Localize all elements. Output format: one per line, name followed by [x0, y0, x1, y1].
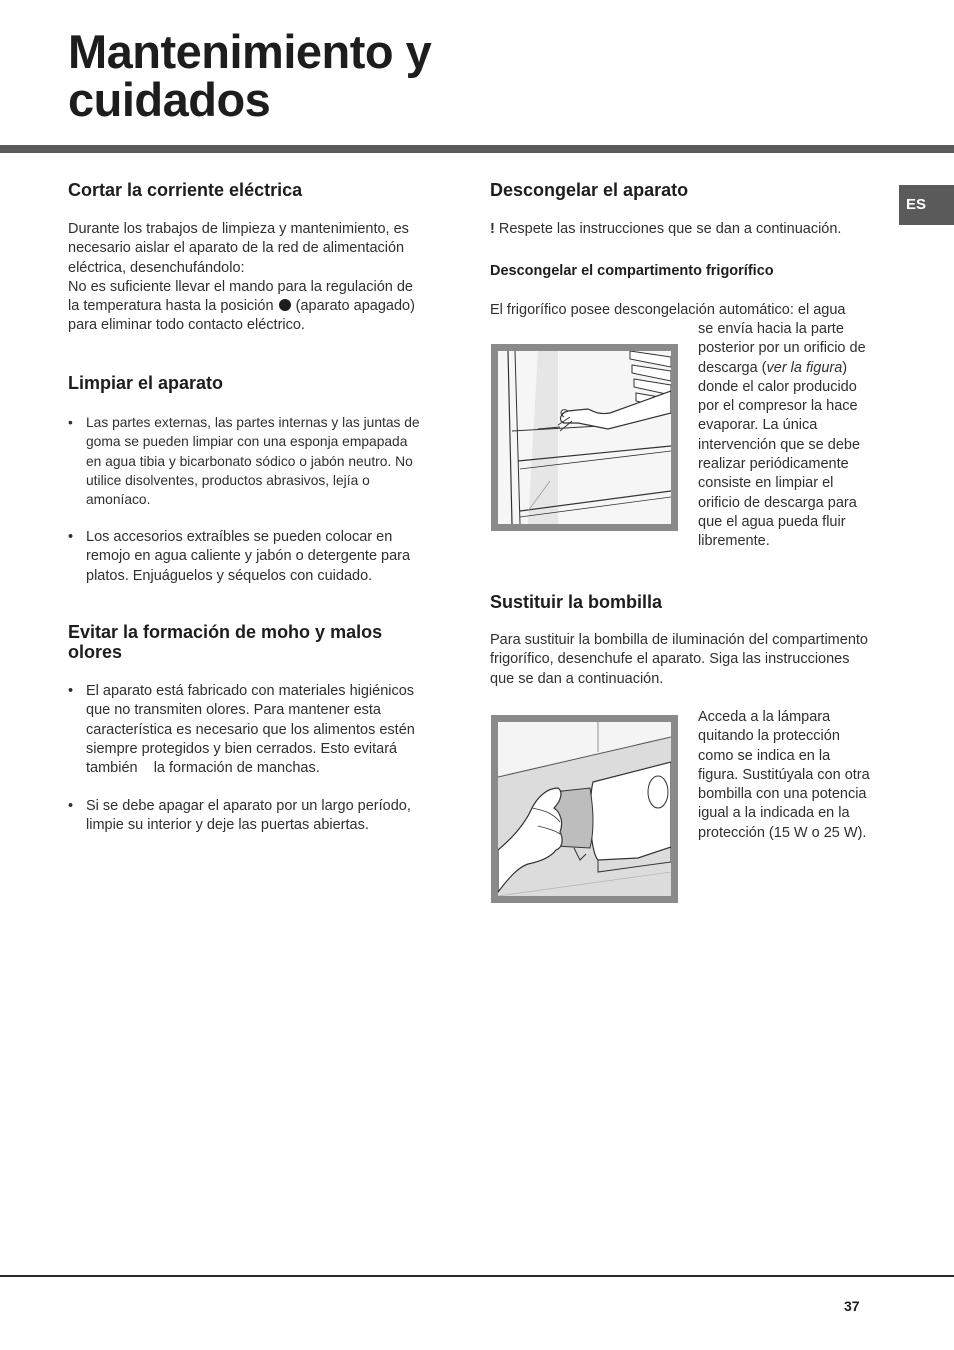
paragraph-bombilla-wrap	[698, 708, 870, 843]
text-line: bombilla con una potencia	[698, 786, 867, 803]
bullet-marker: •	[68, 415, 73, 430]
text-line: siempre protegidos y bien cerrados. Esto evitará	[86, 740, 398, 757]
text-line: orificio de descarga para	[698, 494, 857, 511]
text-line: igual a la indicada en la	[698, 805, 850, 822]
figure-reference: ver la figura	[766, 359, 843, 376]
text-line: se envía hacia la parte	[698, 321, 844, 337]
text-line: platos. Enjuáguelos y séquelos con cuidado.	[86, 567, 373, 584]
text-line: El frigorífico posee descongelación automático: el agua	[490, 302, 846, 318]
text-line: goma se pueden limpiar con una esponja empapada	[86, 434, 408, 450]
text-line: amoníaco.	[86, 492, 151, 508]
text-line: también la formación de manchas.	[86, 760, 320, 777]
warning-note	[490, 220, 841, 239]
figure-defrost-drain	[491, 344, 678, 531]
text-line: necesario aislar el aparato de la red de alimentación	[68, 240, 405, 257]
warning-text: Respete las instrucciones que se dan a continuación.	[498, 221, 842, 237]
text-line: que no transmiten olores. Para mantener esta	[86, 702, 381, 719]
text-line: frigorífico, desenchufe el aparato. Siga las instrucciones	[490, 651, 850, 668]
page-number: 37	[844, 1298, 860, 1314]
text-line: donde el calor producido	[698, 378, 857, 395]
text-line: evaporar. La única	[698, 417, 818, 434]
text-line: Las partes externas, las partes internas y las juntas de	[86, 415, 420, 430]
text-line: El aparato está fabricado con materiales higiénicos	[86, 683, 415, 699]
text-line: en agua tibia y bicarbonato sódico o jabón neutro. No	[86, 453, 413, 469]
text-line: Acceda a la lámpara	[698, 709, 831, 725]
text-line: protección (15 W o 25 W).	[698, 824, 867, 841]
text-fragment: (aparato apagado)	[295, 298, 415, 315]
text-line: No es suficiente llevar el mando para la regulación de	[68, 278, 413, 295]
language-tab: ES	[899, 185, 954, 225]
page-title-line-2: cuidados	[68, 73, 271, 126]
text-fragment: descarga (	[698, 359, 767, 376]
text-line: que se dan a continuación.	[490, 670, 664, 687]
list-item	[68, 413, 420, 509]
text-line: Si se debe apagar el aparato por un largo período,	[86, 798, 411, 814]
text-line: Durante los trabajos de limpieza y mantenimiento, es	[68, 221, 409, 237]
text-line: característica es necesario que los alimentos estén	[86, 721, 415, 738]
text-line: por el compresor la hace	[698, 398, 858, 415]
bullet-marker: •	[68, 529, 74, 545]
heading-descongelar-aparato: Descongelar el aparato	[490, 180, 689, 200]
heading-sustituir-bombilla: Sustituir la bombilla	[490, 592, 663, 612]
lamp-replacement-illustration	[498, 722, 671, 896]
text-line: intervención que se debe	[698, 436, 861, 453]
heading-cortar-corriente: Cortar la corriente eléctrica	[68, 180, 303, 200]
bullet-marker: •	[68, 798, 74, 814]
paragraph-descongelar-intro	[490, 301, 845, 320]
text-line: que el agua pueda fluir	[698, 513, 846, 530]
text-line: realizar periódicamente	[698, 456, 849, 473]
text-line-off-position	[68, 297, 415, 316]
text-fragment: la temperatura hasta la posición	[68, 298, 274, 315]
list-item	[68, 528, 410, 586]
text-line: como se indica en la	[698, 747, 831, 764]
text-line: libremente.	[698, 533, 770, 550]
heading-line: Evitar la formación de moho y malos	[68, 622, 383, 642]
page-title-line-1: Mantenimiento y	[68, 25, 432, 78]
list-item	[68, 797, 411, 836]
text-line: remojo en agua caliente y jabón o detergente para	[86, 548, 411, 565]
paragraph-bombilla-intro	[490, 631, 868, 689]
defrost-drain-illustration	[498, 351, 671, 524]
bottom-rule	[0, 1275, 954, 1277]
text-line: utilice disolventes, productos abrasivos, lejía o	[86, 472, 370, 488]
heading-line: olores	[68, 641, 123, 662]
warning-mark: !	[490, 221, 495, 237]
heading-limpiar-aparato: Limpiar el aparato	[68, 373, 224, 393]
page-title	[68, 25, 668, 126]
text-line: limpie su interior y deje las puertas abiertas.	[86, 817, 369, 834]
bullet-marker: •	[68, 683, 74, 699]
text-line: figura. Sustitúyala con otra	[698, 766, 870, 783]
text-line: Para sustituir la bombilla de iluminación del compartimento	[490, 632, 868, 648]
paragraph-cortar-corriente	[68, 220, 415, 336]
list-item	[68, 682, 415, 778]
off-position-icon	[279, 299, 291, 311]
top-rule	[0, 145, 954, 153]
text-line: consiste en limpiar el	[698, 475, 834, 492]
figure-lamp-replacement	[491, 715, 678, 903]
text-line: quitando la protección	[698, 728, 840, 745]
subheading-descongelar-frigorifico: Descongelar el compartimento frigorífico	[490, 263, 774, 279]
paragraph-descongelar-wrap	[698, 320, 866, 552]
text-fragment: )	[842, 359, 848, 376]
text-line: posterior por un orificio de	[698, 340, 866, 357]
text-line: para eliminar todo contacto eléctrico.	[68, 317, 305, 334]
text-line: Los accesorios extraíbles se pueden colocar en	[86, 529, 393, 545]
text-line: eléctrica, desenchufándolo:	[68, 259, 245, 276]
text-line-figure-ref	[698, 359, 866, 378]
heading-evitar-moho	[68, 623, 382, 662]
